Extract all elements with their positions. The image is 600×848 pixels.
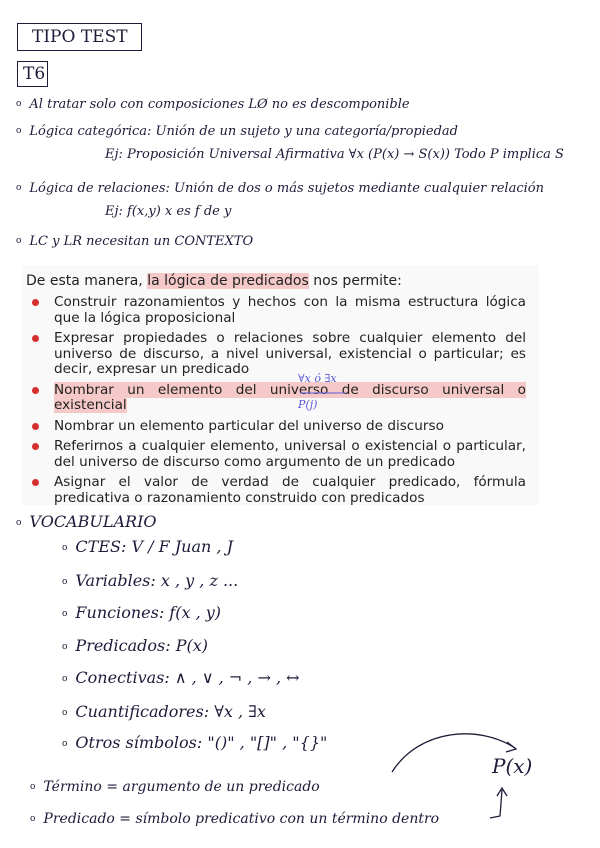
note-line-6: o LC y LR necesitan un CONTEXTO — [16, 234, 254, 249]
bullet-icon: o — [16, 183, 22, 193]
vocab-item: o Funciones: f(x , y) — [62, 603, 222, 622]
quantifier-annotation: ∀x ó ∃x — [298, 372, 337, 385]
bullet-icon: o — [62, 543, 68, 553]
bullet-icon: o — [16, 126, 22, 136]
bullet-icon: o — [30, 814, 36, 824]
vocab-item: o Cuantificadores: ∀x , ∃x — [62, 702, 266, 721]
bullet-icon: o — [62, 577, 68, 587]
bullet-icon: o — [62, 642, 68, 652]
up-arrow-icon — [490, 790, 502, 818]
list-item: Expresar propiedades o relaciones sobre cualquier elemento del universo de discurso, a nivel universal, existencial o particular; es decir, expresar un predicado — [26, 331, 526, 378]
intro-highlight: la lógica de predicados — [147, 273, 309, 289]
vocab-title: o VOCABULARIO — [16, 512, 157, 531]
list-item: Construir razonamientos y hechos con la misma estructura lógica que la lógica proposicional — [26, 295, 526, 326]
bullet-icon: o — [62, 609, 68, 619]
note-line-1: o Al tratar solo con composiciones LØ no es descomponible — [16, 97, 410, 112]
predicate-annotation: P(j) — [298, 398, 318, 411]
vocab-item: o CTES: V / F Juan , J — [62, 537, 233, 556]
vocab-item: o Conectivas: ∧ , ∨ , ¬ , → , ↔ — [62, 668, 300, 687]
curved-arrow-icon — [392, 734, 515, 772]
vocab-item: o Predicados: P(x) — [62, 636, 208, 655]
note-line-4: o Lógica de relaciones: Unión de dos o más sujetos mediante cualquier relación — [16, 181, 544, 196]
example-predicate: P(x) — [492, 754, 533, 778]
termino-definition: o Término = argumento de un predicado — [30, 779, 320, 795]
predicado-definition: o Predicado = símbolo predicativo con un término dentro — [30, 811, 440, 827]
bullet-icon: o — [62, 739, 68, 749]
bullet-icon: o — [16, 518, 22, 528]
note-line-5: Ej: f(x,y) x es f de y — [105, 204, 232, 219]
list-item: Nombrar un elemento del universo de discurso universal o existencial — [26, 383, 526, 414]
list-item: Referirnos a cualquier elemento, universal o existencial o particular, del universo de discurso como argumento de un predicado — [26, 439, 526, 470]
vocab-item: o Variables: x , y , z ... — [62, 571, 239, 590]
bullet-icon: o — [16, 236, 22, 246]
list-item: Nombrar un elemento particular del universo de discurso — [26, 419, 526, 435]
title-text: TIPO TEST — [32, 27, 128, 47]
panel-intro: De esta manera, la lógica de predicados nos permite: — [26, 273, 402, 289]
bullet-icon: o — [62, 708, 68, 718]
section-text: T6 — [23, 64, 46, 84]
bullet-icon: o — [16, 99, 22, 109]
list-item: Asignar el valor de verdad de cualquier predicado, fórmula predicativa o razonamiento construido con predicados — [26, 475, 526, 506]
bullet-icon: o — [62, 674, 68, 684]
note-line-3: Ej: Proposición Universal Afirmativa ∀x (P(x) → S(x)) Todo P implica S — [105, 147, 564, 162]
note-line-2: o Lógica categórica: Unión de un sujeto y una categoría/propiedad — [16, 124, 458, 139]
bullet-icon: o — [30, 782, 36, 792]
vocab-item: o Otros símbolos: "()" , "[]" , "{}" — [62, 733, 328, 752]
